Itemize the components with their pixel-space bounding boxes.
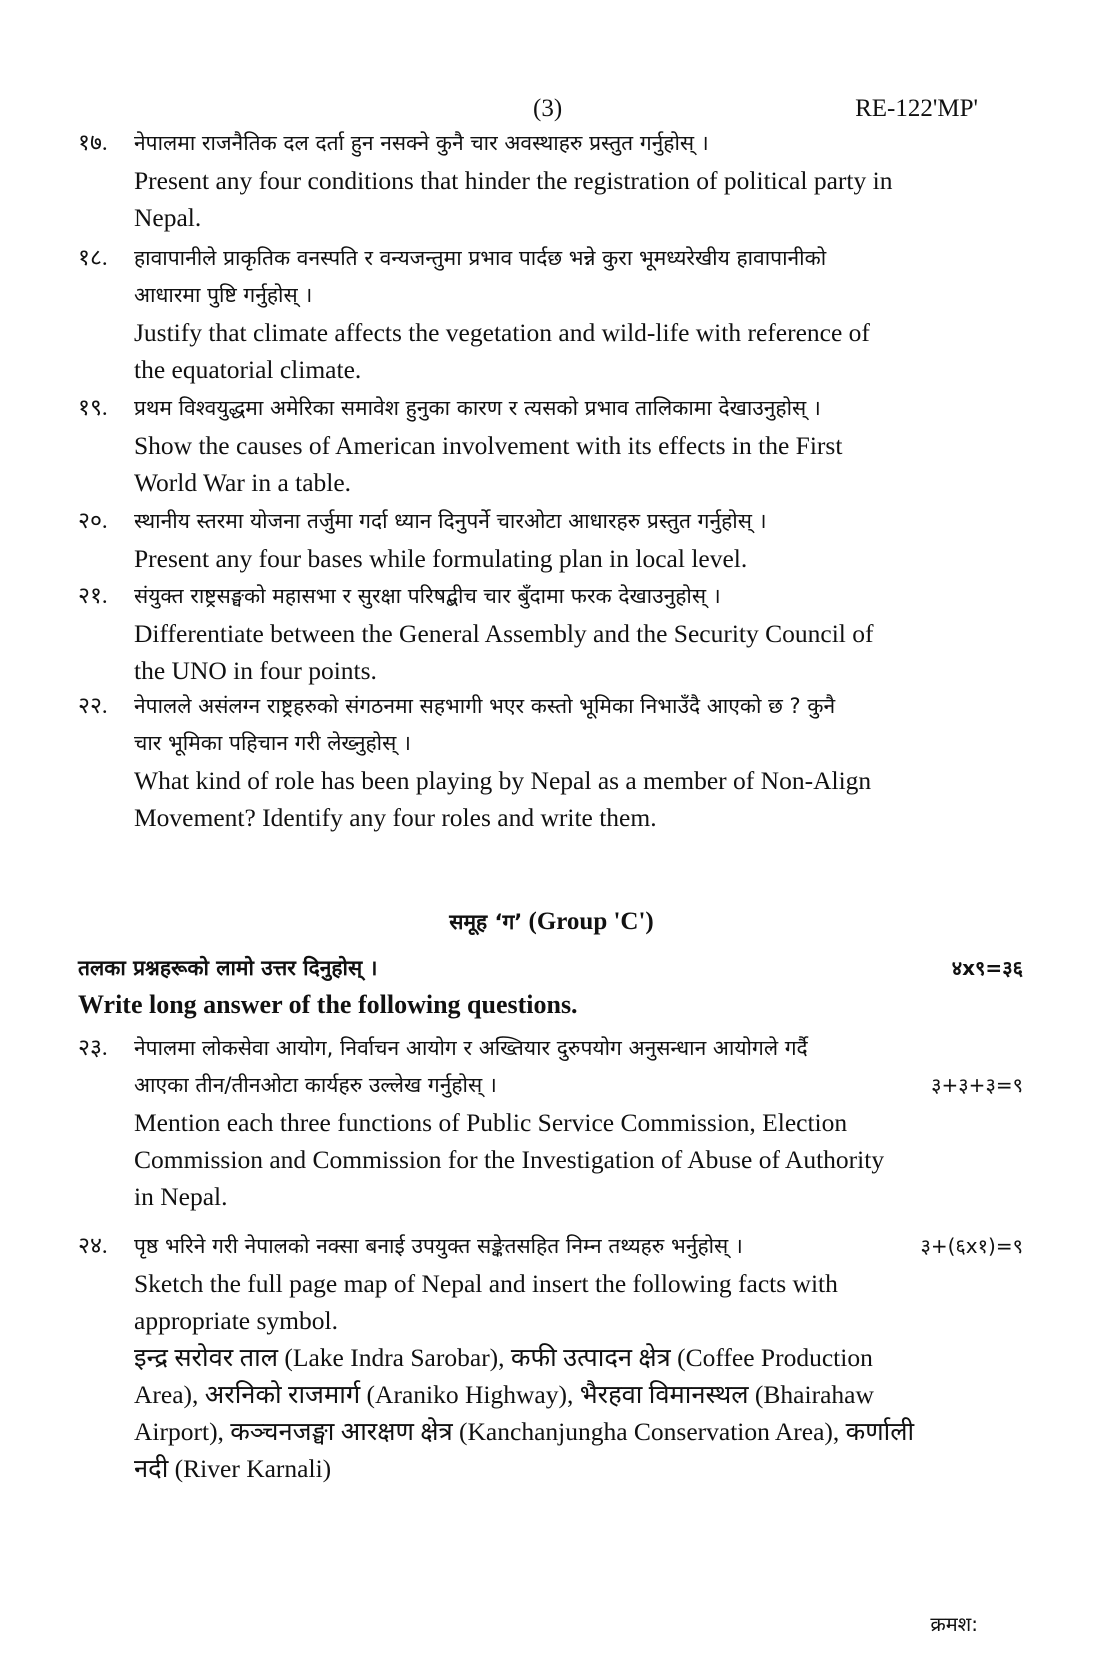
question-24 (78, 1228, 1023, 1487)
question-text-english: Sketch the full page map of Nepal and insert the following facts with (134, 1269, 838, 1298)
page-number: (3) (533, 95, 563, 122)
question-23 (78, 1030, 1023, 1215)
question-number: २१. (78, 583, 108, 608)
question-22 (78, 688, 1023, 836)
question-text-english: Movement? Identify any four roles and write them. (134, 803, 657, 832)
question-text-english: Nepal. (134, 203, 202, 232)
group-heading (0, 908, 1103, 936)
question-text-english: Commission and Commission for the Investigation of Abuse of Authority (134, 1145, 885, 1174)
question-text-english: Show the causes of American involvement with its effects in the First (134, 431, 843, 460)
question-text-nepali: हावापानीले प्राकृतिक वनस्पति र वन्यजन्तुमा प्रभाव पार्दछ भन्ने कुरा भूमध्यरेखीय हावापानीको (134, 246, 827, 270)
instruction-nepali: तलका प्रश्नहरूको लामो उत्तर दिनुहोस् । (78, 956, 378, 980)
question-text-nepali: आएका तीन/तीनओटा कार्यहरु उल्लेख गर्नुहोस् । (134, 1073, 497, 1097)
question-text-english: the equatorial climate. (134, 355, 362, 384)
question-number: २०. (78, 508, 108, 533)
question-text-english: Differentiate between the General Assembly and the Security Council of (134, 619, 874, 648)
paper-code: RE-122'MP' (855, 95, 978, 122)
question-text-nepali: नेपालमा राजनैतिक दल दर्ता हुन नसक्ने कुनै चार अवस्थाहरु प्रस्तुत गर्नुहोस् । (134, 131, 709, 155)
question-marks: ३+(६x१)=९ (920, 1234, 1023, 1258)
group-marks: ४x९=३६ (951, 956, 1023, 980)
question-text-english: Mention each three functions of Public Service Commission, Election (134, 1108, 848, 1137)
question-19 (78, 390, 1023, 501)
question-20 (78, 503, 1023, 577)
question-number: २३. (78, 1035, 108, 1060)
group-title-english: (Group 'C') (528, 908, 654, 935)
question-text-english: What kind of role has been playing by Nepal as a member of Non-Align (134, 766, 872, 795)
map-facts-line: Airport), कञ्चनजङ्घा आरक्षण क्षेत्र (Kanchanjungha Conservation Area), कर्णाली (134, 1417, 915, 1446)
question-21 (78, 578, 1023, 689)
question-number: २२. (78, 693, 108, 718)
group-title-nepali: समूह ‘ग’ (449, 910, 523, 934)
question-17 (78, 125, 1023, 236)
question-text-nepali: पृष्ठ भरिने गरी नेपालको नक्सा बनाई उपयुक्त सङ्केतसहित निम्न तथ्यहरु भर्नुहोस् । (134, 1234, 743, 1258)
question-text-english: in Nepal. (134, 1182, 228, 1211)
question-text-nepali: नेपालमा लोकसेवा आयोग, निर्वाचन आयोग र अख्तियार दुरुपयोग अनुसन्धान आयोगले गर्दै (134, 1036, 808, 1060)
question-number: १८. (78, 245, 108, 270)
continued-note: क्रमश: (930, 1612, 978, 1636)
question-text-nepali: संयुक्त राष्ट्रसङ्घको महासभा र सुरक्षा परिषद्बीच चार बुँदामा फरक देखाउनुहोस् । (134, 584, 721, 608)
group-instruction (78, 950, 1023, 987)
question-text-english: appropriate symbol. (134, 1306, 338, 1335)
question-text-nepali: स्थानीय स्तरमा योजना तर्जुमा गर्दा ध्यान दिनुपर्ने चारओटा आधारहरु प्रस्तुत गर्नुहोस् । (134, 509, 767, 533)
question-text-english: Justify that climate affects the vegetation and wild-life with reference of (134, 318, 870, 347)
question-text-nepali: चार भूमिका पहिचान गरी लेख्नुहोस् । (134, 731, 411, 755)
question-text-nepali: नेपालले असंलग्न राष्ट्रहरुको संगठनमा सहभागी भएर कस्तो भूमिका निभाउँदै आएको छ ? कुनै (134, 694, 836, 718)
map-facts-line: नदी (River Karnali) (134, 1454, 332, 1483)
question-18 (78, 240, 1023, 388)
map-facts-line: Area), अरनिको राजमार्ग (Araniko Highway), भैरहवा विमानस्थल (Bhairahaw (134, 1380, 874, 1409)
map-facts-line: इन्द्र सरोवर ताल (Lake Indra Sarobar), कफी उत्पादन क्षेत्र (Coffee Production (134, 1343, 873, 1372)
question-text-nepali: प्रथम विश्वयुद्धमा अमेरिका समावेश हुनुका कारण र त्यसको प्रभाव तालिकामा देखाउनुहोस् । (134, 396, 821, 420)
question-text-nepali: आधारमा पुष्टि गर्नुहोस् । (134, 283, 313, 307)
question-text-english: Present any four conditions that hinder the registration of political party in (134, 166, 893, 195)
question-text-english: Present any four bases while formulating plan in local level. (134, 544, 748, 573)
question-number: १७. (78, 130, 108, 155)
question-number: १९. (78, 395, 108, 420)
question-marks: ३+३+३=९ (931, 1073, 1023, 1097)
question-text-english: the UNO in four points. (134, 656, 377, 685)
question-number: २४. (78, 1233, 108, 1258)
question-text-english: World War in a table. (134, 468, 352, 497)
instruction-english: Write long answer of the following questions. (78, 990, 578, 1019)
